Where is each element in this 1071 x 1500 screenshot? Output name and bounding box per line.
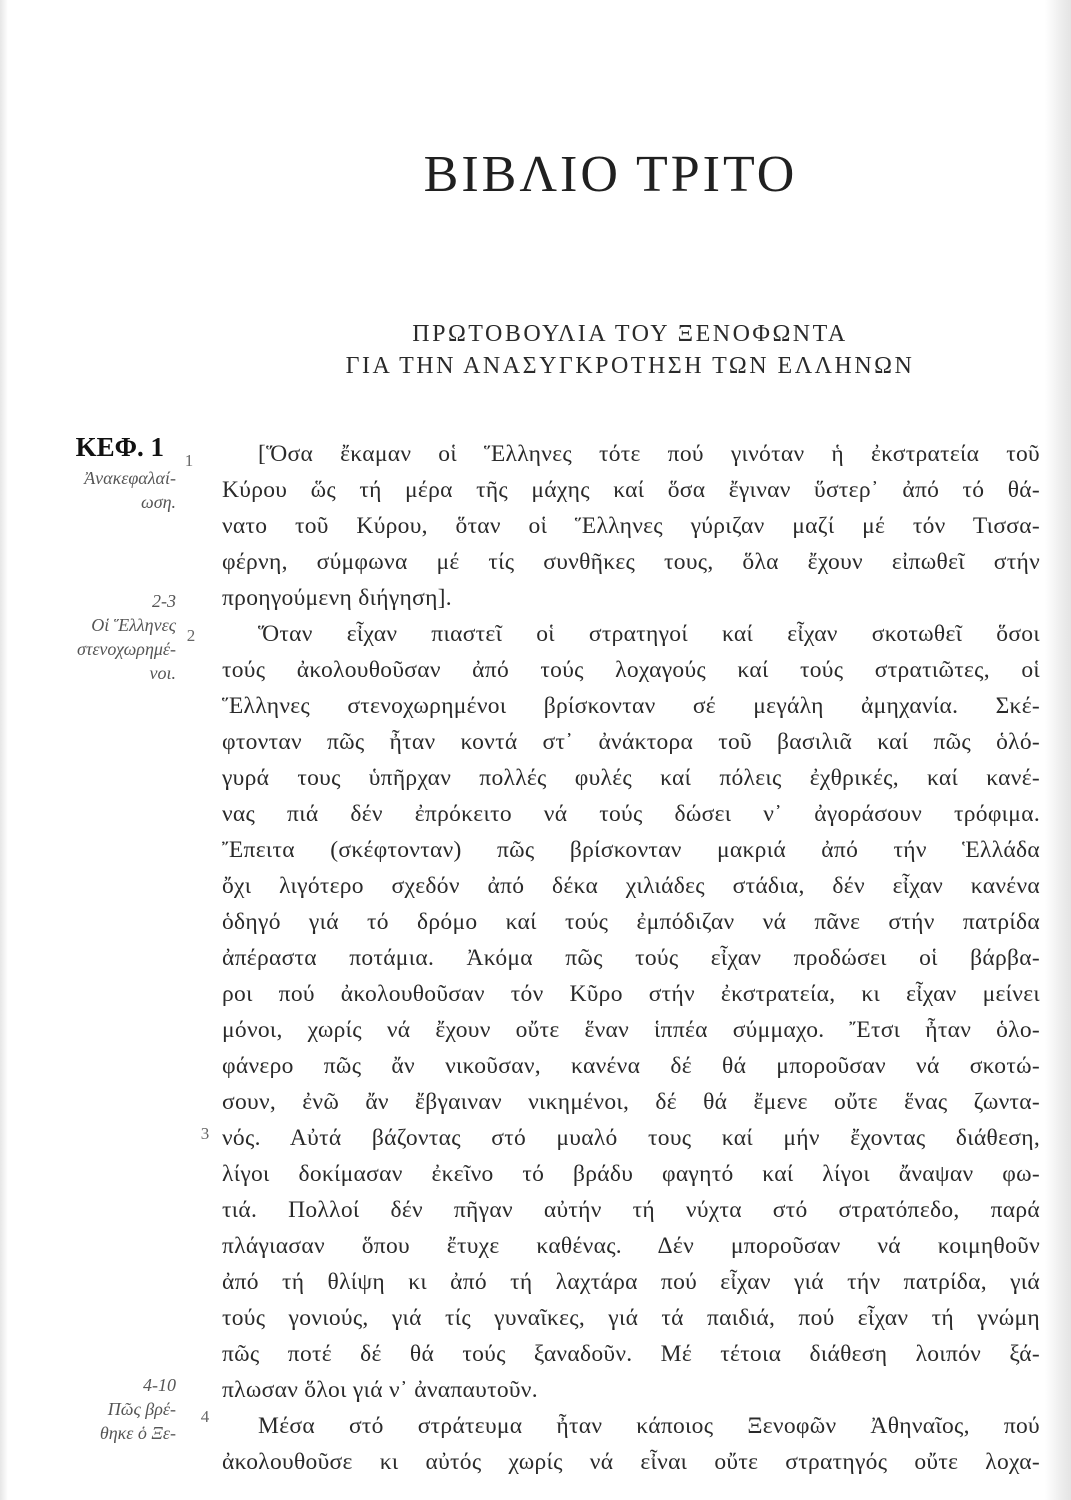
- margin-summary-line: νοι.: [149, 663, 176, 683]
- text-line: τιά. Πολλοί δέν πῆγαν αὐτήν τή νύχτα στό στρατόπεδο, παρά: [222, 1197, 1040, 1223]
- margin-summary-line: ωση.: [140, 492, 176, 512]
- text-line: φάνερο πῶς ἄν νικοῦσαν, κανένα δέ θά μποροῦσαν νά σκοτώ-: [222, 1053, 1040, 1079]
- margin-summary-line: Οἱ Ἕλληνες: [91, 615, 176, 635]
- book-title: ΒΙΒΛΙΟ ΤΡΙΤΟ: [423, 146, 798, 203]
- section-title-line: ΓΙΑ ΤΗΝ ΑΝΑΣΥΓΚΡΟΤΗΣΗ ΤΩΝ ΕΛΛΗΝΩΝ: [345, 353, 915, 379]
- margin-summary-line: Πῶς βρέ-: [107, 1399, 176, 1419]
- margin-summary-2: [77, 589, 176, 685]
- margin-summary-1: [84, 466, 176, 514]
- text-line: τούς ἀκολουθοῦσαν ἀπό τούς λοχαγούς καί τούς στρατιῶτες, οἱ: [222, 657, 1040, 683]
- text-line: νός. Αὐτά βάζοντας στό μυαλό τους καί μήν ἔχοντας διάθεση,: [222, 1125, 1040, 1151]
- margin-summary-line: στενοχωρημέ-: [77, 639, 176, 659]
- text-line: Ἔπειτα (σκέφτονταν) πῶς βρίσκονταν μακριά ἀπό τήν Ἑλλάδα: [222, 837, 1040, 863]
- paragraph-number: 2: [186, 626, 196, 645]
- text-line: μόνοι, χωρίς νά ἔχουν οὔτε ἕναν ἱππέα σύμμαχο. Ἔτσι ἦταν ὁλο-: [222, 1017, 1040, 1043]
- page-edge-shadow: [1045, 0, 1071, 1500]
- text-line: Ἕλληνες στενοχωρημένοι βρίσκονταν σέ μεγάλη ἀμηχανία. Σκέ-: [222, 693, 1040, 719]
- text-line: ὁδηγό γιά τό δρόμο καί τούς ἐμπόδιζαν νά πᾶνε στήν πατρίδα: [222, 909, 1040, 935]
- paragraph-number: 1: [184, 451, 194, 470]
- paragraph-number: 4: [200, 1407, 210, 1426]
- margin-summary-line: θηκε ὁ Ξε-: [99, 1423, 176, 1443]
- chapter-heading: ΚΕΦ. 1: [75, 432, 164, 462]
- margin-summary-3: [100, 1373, 176, 1445]
- text-line: Μέσα στό στράτευμα ἦταν κάποιος Ξενοφῶν Ἀθηναῖος, πού: [258, 1413, 1040, 1439]
- text-line: πλάγιασαν ὅπου ἔτυχε καθένας. Δέν μποροῦσαν νά κοιμηθοῦν: [222, 1233, 1040, 1259]
- margin-summary-line: Ἀνακεφαλαί-: [84, 468, 176, 488]
- text-line: πλωσαν ὅλοι γιά ν᾽ ἀναπαυτοῦν.: [222, 1377, 538, 1403]
- text-line: ἀπέραστα ποτάμια. Ἀκόμα πῶς τούς εἶχαν προδώσει οἱ βάρβα-: [222, 945, 1040, 971]
- text-line: τούς γονιούς, γιά τίς γυναῖκες, γιά τά παιδιά, πού εἶχαν τή γνώμη: [222, 1305, 1040, 1331]
- text-line: [Ὅσα ἔκαμαν οἱ Ἕλληνες τότε πού γινόταν ἡ ἐκστρατεία τοῦ: [258, 441, 1040, 467]
- margin-summary-range: 4-10: [143, 1375, 176, 1395]
- text-line: ἀκολουθοῦσε κι αὐτός χωρίς νά εἶναι οὔτε στρατηγός οὔτε λοχα-: [222, 1449, 1040, 1475]
- section-title-line: ΠΡΩΤΟΒΟΥΛΙΑ ΤΟΥ ΞΕΝΟΦΩΝΤΑ: [412, 321, 848, 347]
- text-line: γυρά τους ὑπῆρχαν πολλές φυλές καί πόλεις ἐχθρικές, καί κανέ-: [222, 765, 1040, 791]
- paragraph-number: 3: [200, 1124, 210, 1143]
- text-line: ὄχι λιγότερο σχεδόν ἀπό δέκα χιλιάδες στάδια, δέν εἶχαν κανένα: [222, 873, 1040, 899]
- text-line: φέρνη, σύμφωνα μέ τίς συνθῆκες τους, ὅλα ἔχουν εἰπωθεῖ στήν: [222, 549, 1040, 575]
- text-line: Κύρου ὥς τή μέρα τῆς μάχης καί ὅσα ἔγιναν ὕστερ᾽ ἀπό τό θά-: [222, 477, 1040, 503]
- text-line: νατο τοῦ Κύρου, ὅταν οἱ Ἕλληνες γύριζαν μαζί μέ τόν Τισσα-: [222, 513, 1040, 539]
- section-title: [220, 318, 1040, 382]
- text-line: νας πιά δέν ἐπρόκειτο νά τούς δώσει ν᾽ ἀγοράσουν τρόφιμα.: [222, 801, 1040, 827]
- text-line: ροι πού ἀκολουθοῦσαν τόν Κῦρο στήν ἐκστρατεία, κι εἶχαν μείνει: [222, 981, 1040, 1007]
- text-line: σουν, ἐνῶ ἄν ἔβγαιναν νικημένοι, δέ θά ἔμενε οὔτε ἕνας ζωντα-: [222, 1089, 1040, 1115]
- text-line: προηγούμενη διήγηση].: [222, 585, 452, 611]
- text-line: Ὅταν εἶχαν πιαστεῖ οἱ στρατηγοί καί εἶχαν σκοτωθεῖ ὅσοι: [258, 621, 1040, 647]
- page-gutter-shadow: [0, 0, 8, 1500]
- text-line: ἀπό τή θλίψη κι ἀπό τή λαχτάρα πού εἶχαν γιά τήν πατρίδα, γιά: [222, 1269, 1040, 1295]
- text-line: φτονταν πῶς ἦταν κοντά στ᾽ ἀνάκτορα τοῦ βασιλιᾶ καί πῶς ὁλό-: [222, 729, 1040, 755]
- text-line: πῶς ποτέ δέ θά τούς ξαναδοῦν. Μέ τέτοια διάθεση λοιπόν ξά-: [222, 1341, 1040, 1367]
- margin-summary-range: 2-3: [152, 591, 176, 611]
- text-line: λίγοι δοκίμασαν ἐκεῖνο τό βράδυ φαγητό καί λίγοι ἄναψαν φω-: [222, 1161, 1040, 1187]
